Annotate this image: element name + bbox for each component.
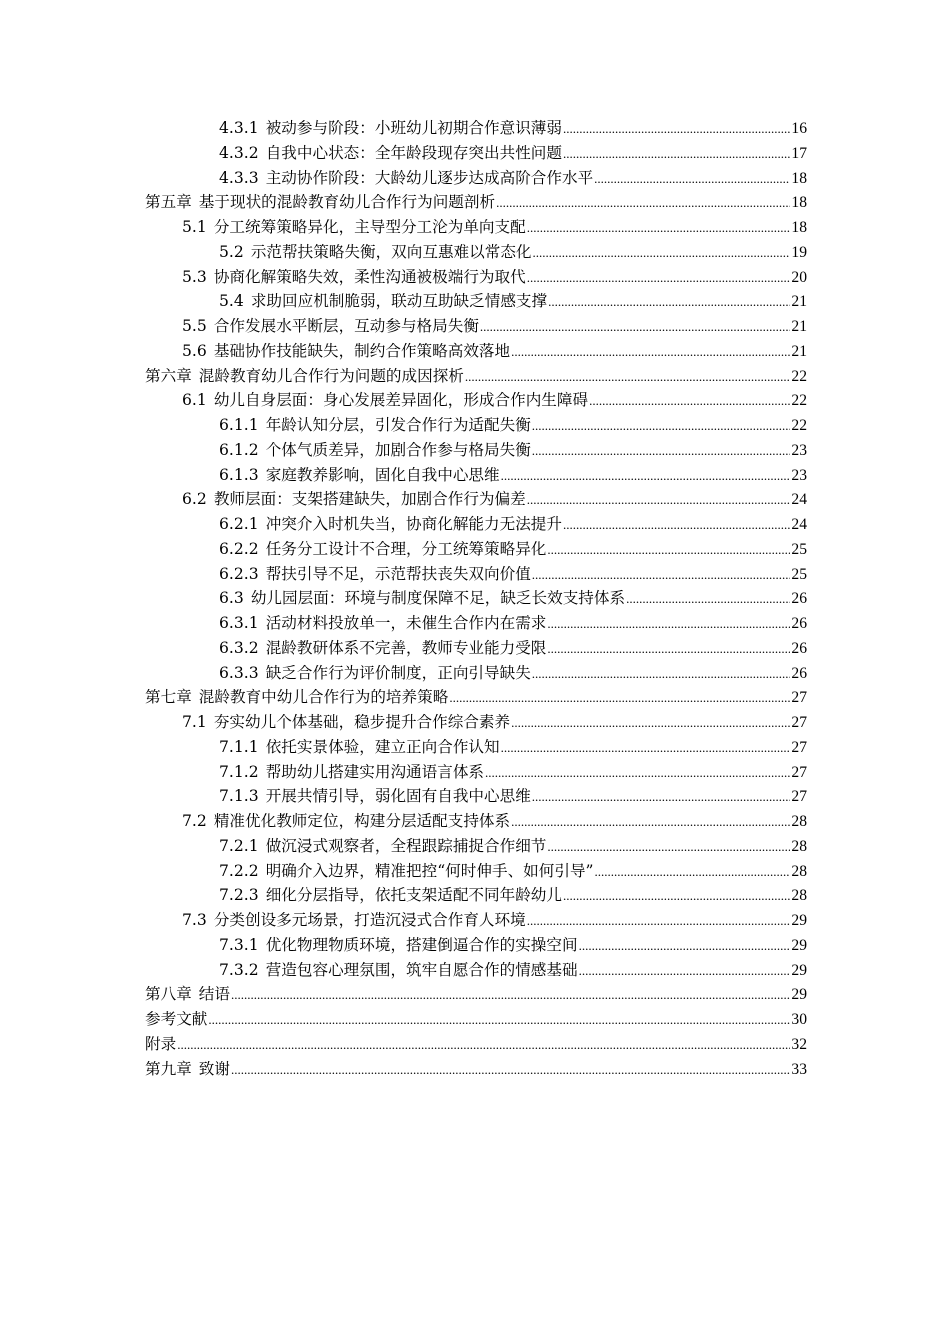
toc-entry-number: 5.2 bbox=[219, 242, 244, 261]
toc-entry-page-number: 18 bbox=[791, 219, 807, 236]
toc-entry[interactable] bbox=[145, 1032, 807, 1057]
toc-dot-leader bbox=[465, 365, 791, 390]
toc-entry-page-number: 25 bbox=[791, 565, 807, 583]
toc-entry-page-number: 22 bbox=[791, 367, 807, 385]
toc-entry-number: 5.6 bbox=[182, 341, 207, 360]
toc-entry-page-number: 32 bbox=[791, 1035, 807, 1053]
toc-entry[interactable] bbox=[145, 958, 807, 983]
toc-entry-number: 第八章 bbox=[145, 985, 192, 1004]
toc-dot-leader bbox=[579, 934, 791, 959]
toc-entry-title: 示范帮扶策略失衡，双向互惠难以常态化 bbox=[250, 242, 532, 261]
toc-entry-number: 5.1 bbox=[182, 218, 207, 236]
toc-entry-page-number: 19 bbox=[791, 243, 807, 261]
toc-entry-number: 7.1.1 bbox=[219, 737, 259, 756]
toc-entry[interactable] bbox=[145, 116, 807, 141]
toc-entry[interactable] bbox=[145, 710, 807, 735]
toc-entry-page-number: 26 bbox=[791, 615, 807, 632]
toc-entry-title: 合作发展水平断层，互动参与格局失衡 bbox=[213, 317, 479, 335]
toc-entry-number: 7.3.1 bbox=[219, 935, 259, 954]
toc-dot-leader bbox=[595, 860, 791, 885]
toc-entry-title: 活动材料投放单一，未催生合作内在需求 bbox=[265, 614, 547, 632]
toc-entry-page-number: 22 bbox=[791, 417, 807, 434]
toc-entry-page-number: 28 bbox=[791, 887, 807, 905]
toc-entry-number: 7.2.3 bbox=[219, 886, 259, 905]
toc-entry-title: 冲突介入时机失当，协商化解能力无法提升 bbox=[265, 515, 562, 533]
toc-entry-title: 混龄教研体系不完善，教师专业能力受限 bbox=[265, 638, 547, 657]
toc-entry-title: 混龄教育幼儿合作行为问题的成因探析 bbox=[198, 366, 464, 385]
toc-entry-title: 分工统筹策略异化，主导型分工沦为单向支配 bbox=[213, 218, 526, 236]
toc-entry-page-number: 27 bbox=[791, 689, 807, 707]
toc-dot-leader bbox=[563, 884, 790, 909]
toc-entry-title: 优化物理物质环境，搭建倒逼合作的实操空间 bbox=[265, 935, 578, 954]
toc-entry[interactable] bbox=[145, 834, 807, 859]
table-of-contents bbox=[145, 116, 807, 1081]
toc-entry-number: 6.3.3 bbox=[219, 663, 259, 682]
toc-dot-leader bbox=[547, 612, 790, 637]
toc-entry-title: 自我中心状态：全年龄段现存突出共性问题 bbox=[265, 143, 562, 162]
toc-entry[interactable] bbox=[145, 908, 807, 933]
toc-entry[interactable] bbox=[145, 982, 807, 1007]
toc-entry-title: 任务分工设计不合理，分工统筹策略异化 bbox=[265, 539, 547, 558]
toc-entry-number: 7.2 bbox=[182, 812, 207, 830]
toc-entry-title: 依托实景体验，建立正向合作认知 bbox=[265, 737, 500, 756]
toc-dot-leader bbox=[547, 835, 790, 860]
toc-entry[interactable] bbox=[145, 487, 807, 512]
toc-dot-leader bbox=[532, 662, 791, 687]
toc-entry-title: 帮扶引导不足，示范帮扶丧失双向价值 bbox=[265, 564, 531, 583]
toc-entry-number: 5.3 bbox=[182, 267, 207, 286]
toc-entry[interactable] bbox=[145, 859, 807, 884]
toc-entry-title: 缺乏合作行为评价制度，正向引导缺失 bbox=[265, 663, 531, 682]
toc-entry-page-number: 21 bbox=[791, 318, 807, 335]
toc-dot-leader bbox=[589, 389, 790, 414]
toc-entry[interactable] bbox=[145, 166, 807, 191]
toc-entry[interactable] bbox=[145, 512, 807, 537]
toc-dot-leader bbox=[563, 142, 790, 167]
toc-entry-number: 6.2.3 bbox=[219, 564, 259, 583]
toc-entry-page-number: 25 bbox=[791, 540, 807, 558]
toc-entry[interactable] bbox=[145, 265, 807, 290]
toc-entry-page-number: 21 bbox=[791, 293, 807, 311]
toc-entry-page-number: 21 bbox=[791, 342, 807, 360]
toc-entry-number: 7.2.1 bbox=[219, 836, 259, 855]
toc-entry[interactable] bbox=[145, 562, 807, 587]
toc-dot-leader bbox=[501, 736, 791, 761]
toc-entry-title: 家庭教养影响，固化自我中心思维 bbox=[265, 465, 500, 484]
toc-dot-leader bbox=[449, 686, 790, 711]
toc-entry-number: 6.1.2 bbox=[219, 440, 259, 459]
toc-entry[interactable] bbox=[145, 339, 807, 364]
toc-entry[interactable] bbox=[145, 240, 807, 265]
toc-dot-leader bbox=[231, 983, 790, 1008]
toc-dot-leader bbox=[527, 266, 791, 291]
toc-dot-leader bbox=[527, 216, 791, 241]
toc-dot-leader bbox=[496, 191, 790, 216]
toc-entry[interactable] bbox=[145, 661, 807, 686]
toc-entry-number: 7.3 bbox=[182, 911, 207, 929]
toc-entry-title: 参考文献 bbox=[145, 1010, 208, 1028]
toc-dot-leader bbox=[527, 488, 791, 513]
toc-entry-page-number: 29 bbox=[791, 936, 807, 954]
toc-entry-number: 6.1.3 bbox=[219, 465, 259, 484]
toc-entry-number: 4.3.3 bbox=[219, 168, 259, 187]
toc-dot-leader bbox=[547, 637, 790, 662]
toc-entry[interactable] bbox=[145, 586, 807, 611]
toc-entry-page-number: 18 bbox=[791, 169, 807, 187]
toc-entry[interactable] bbox=[145, 685, 807, 710]
toc-entry-title: 附录 bbox=[145, 1034, 177, 1053]
toc-entry-number: 7.3.2 bbox=[219, 960, 259, 979]
toc-dot-leader bbox=[480, 315, 790, 340]
toc-entry[interactable] bbox=[145, 933, 807, 958]
toc-entry-page-number: 20 bbox=[791, 268, 807, 286]
toc-entry-number: 第七章 bbox=[145, 688, 192, 707]
toc-entry[interactable] bbox=[145, 289, 807, 314]
toc-entry-number: 7.1 bbox=[182, 713, 207, 731]
toc-entry-page-number: 29 bbox=[791, 912, 807, 929]
toc-entry-title: 开展共情引导，弱化固有自我中心思维 bbox=[265, 787, 531, 806]
toc-entry-page-number: 33 bbox=[791, 1060, 807, 1078]
toc-entry-page-number: 24 bbox=[791, 516, 807, 533]
toc-entry-page-number: 24 bbox=[791, 491, 807, 509]
toc-entry-title: 基于现状的混龄教育幼儿合作行为问题剖析 bbox=[198, 193, 496, 212]
toc-entry-number: 6.3 bbox=[219, 589, 244, 608]
toc-dot-leader bbox=[532, 414, 791, 439]
toc-entry-number: 6.3.1 bbox=[219, 614, 259, 632]
toc-entry-number: 6.1 bbox=[182, 391, 207, 410]
toc-entry-page-number: 23 bbox=[791, 466, 807, 484]
toc-dot-leader bbox=[594, 167, 790, 192]
toc-entry[interactable] bbox=[145, 636, 807, 661]
toc-entry-number: 5.4 bbox=[219, 292, 244, 311]
toc-entry-number: 6.3.2 bbox=[219, 638, 259, 657]
toc-entry-page-number: 26 bbox=[791, 664, 807, 682]
toc-entry[interactable] bbox=[145, 1007, 807, 1032]
toc-entry[interactable] bbox=[145, 215, 807, 240]
toc-dot-leader bbox=[511, 810, 790, 835]
toc-entry-page-number: 28 bbox=[791, 837, 807, 855]
toc-entry-title: 明确介入边界，精准把控“何时伸手、如何引导” bbox=[265, 861, 594, 880]
toc-entry[interactable] bbox=[145, 1057, 807, 1082]
toc-entry-title: 教师层面：支架搭建缺失，加剧合作行为偏差 bbox=[213, 490, 526, 509]
toc-entry-title: 做沉浸式观察者，全程跟踪捕捉合作细节 bbox=[265, 836, 547, 855]
toc-dot-leader bbox=[501, 464, 791, 489]
toc-entry-page-number: 17 bbox=[791, 144, 807, 162]
toc-entry[interactable] bbox=[145, 413, 807, 438]
toc-entry-number: 6.2 bbox=[182, 490, 207, 509]
toc-entry-page-number: 30 bbox=[791, 1011, 807, 1028]
toc-entry-title: 夯实幼儿个体基础，稳步提升合作综合素养 bbox=[213, 713, 511, 731]
toc-entry[interactable] bbox=[145, 314, 807, 339]
toc-entry-page-number: 26 bbox=[791, 590, 807, 608]
toc-entry[interactable] bbox=[145, 735, 807, 760]
toc-entry-page-number: 28 bbox=[791, 862, 807, 880]
toc-dot-leader bbox=[563, 513, 790, 538]
toc-entry-number: 第六章 bbox=[145, 366, 192, 385]
toc-entry-title: 主动协作阶段：大龄幼儿逐步达成高阶合作水平 bbox=[265, 168, 594, 187]
toc-entry-title: 致谢 bbox=[198, 1059, 230, 1078]
toc-entry-title: 结语 bbox=[198, 985, 230, 1004]
toc-entry-title: 基础协作技能缺失，制约合作策略高效落地 bbox=[213, 341, 511, 360]
toc-dot-leader bbox=[548, 290, 790, 315]
toc-entry-title: 营造包容心理氛围，筑牢自愿合作的情感基础 bbox=[265, 960, 578, 979]
toc-entry-page-number: 16 bbox=[791, 120, 807, 137]
toc-entry-title: 混龄教育中幼儿合作行为的培养策略 bbox=[198, 688, 449, 707]
toc-dot-leader bbox=[511, 711, 790, 736]
toc-dot-leader bbox=[208, 1008, 790, 1033]
toc-entry-number: 7.1.2 bbox=[219, 762, 259, 781]
toc-entry-number: 6.1.1 bbox=[219, 416, 259, 434]
toc-entry-title: 年龄认知分层，引发合作行为适配失衡 bbox=[265, 416, 531, 434]
toc-entry[interactable] bbox=[145, 438, 807, 463]
toc-dot-leader bbox=[231, 1058, 790, 1083]
toc-dot-leader bbox=[532, 785, 791, 810]
toc-entry-number: 7.1.3 bbox=[219, 787, 259, 806]
toc-entry-page-number: 26 bbox=[791, 639, 807, 657]
toc-entry-number: 4.3.1 bbox=[219, 119, 259, 137]
toc-entry-title: 被动参与阶段：小班幼儿初期合作意识薄弱 bbox=[265, 119, 562, 137]
toc-entry[interactable] bbox=[145, 883, 807, 908]
toc-entry-page-number: 27 bbox=[791, 738, 807, 756]
toc-entry-number: 6.2.2 bbox=[219, 539, 259, 558]
toc-entry-page-number: 18 bbox=[791, 194, 807, 212]
toc-entry[interactable] bbox=[145, 364, 807, 389]
toc-entry-page-number: 29 bbox=[791, 961, 807, 979]
toc-entry-page-number: 27 bbox=[791, 763, 807, 781]
toc-dot-leader bbox=[511, 340, 790, 365]
toc-dot-leader bbox=[533, 241, 791, 266]
toc-dot-leader bbox=[527, 909, 791, 934]
toc-entry-title: 帮助幼儿搭建实用沟通语言体系 bbox=[265, 762, 485, 781]
toc-entry[interactable] bbox=[145, 809, 807, 834]
toc-entry[interactable] bbox=[145, 463, 807, 488]
toc-entry-number: 第九章 bbox=[145, 1059, 192, 1078]
toc-dot-leader bbox=[563, 117, 790, 142]
toc-entry-number: 6.2.1 bbox=[219, 515, 259, 533]
toc-entry[interactable] bbox=[145, 611, 807, 636]
toc-dot-leader bbox=[626, 587, 790, 612]
toc-entry-title: 细化分层指导，依托支架适配不同年龄幼儿 bbox=[265, 886, 562, 905]
toc-entry[interactable] bbox=[145, 537, 807, 562]
toc-entry-number: 7.2.2 bbox=[219, 861, 259, 880]
toc-entry-title: 分类创设多元场景，打造沉浸式合作育人环境 bbox=[213, 911, 526, 929]
toc-entry-title: 幼儿园层面：环境与制度保障不足，缺乏长效支持体系 bbox=[250, 589, 626, 608]
toc-entry-page-number: 22 bbox=[791, 392, 807, 410]
toc-entry[interactable] bbox=[145, 141, 807, 166]
toc-entry[interactable] bbox=[145, 784, 807, 809]
toc-entry-number: 4.3.2 bbox=[219, 143, 259, 162]
toc-entry-title: 协商化解策略失效，柔性沟通被极端行为取代 bbox=[213, 267, 526, 286]
toc-entry-title: 求助回应机制脆弱，联动互助缺乏情感支撑 bbox=[250, 292, 548, 311]
toc-entry-page-number: 27 bbox=[791, 714, 807, 731]
toc-dot-leader bbox=[579, 959, 791, 984]
toc-entry-page-number: 29 bbox=[791, 986, 807, 1004]
toc-entry-page-number: 28 bbox=[791, 813, 807, 830]
toc-entry-number: 第五章 bbox=[145, 193, 192, 212]
toc-dot-leader bbox=[532, 563, 791, 588]
toc-entry-title: 个体气质差异，加剧合作参与格局失衡 bbox=[265, 440, 531, 459]
toc-entry-title: 幼儿自身层面：身心发展差异固化，形成合作内生障碍 bbox=[213, 391, 589, 410]
toc-entry[interactable] bbox=[145, 190, 807, 215]
toc-dot-leader bbox=[485, 761, 790, 786]
toc-entry-page-number: 23 bbox=[791, 441, 807, 459]
toc-entry[interactable] bbox=[145, 388, 807, 413]
toc-entry-page-number: 27 bbox=[791, 788, 807, 806]
toc-dot-leader bbox=[177, 1033, 790, 1058]
toc-dot-leader bbox=[532, 439, 791, 464]
toc-dot-leader bbox=[547, 538, 790, 563]
toc-entry-number: 5.5 bbox=[182, 317, 207, 335]
toc-entry-title: 精准优化教师定位，构建分层适配支持体系 bbox=[213, 812, 511, 830]
toc-entry[interactable] bbox=[145, 760, 807, 785]
